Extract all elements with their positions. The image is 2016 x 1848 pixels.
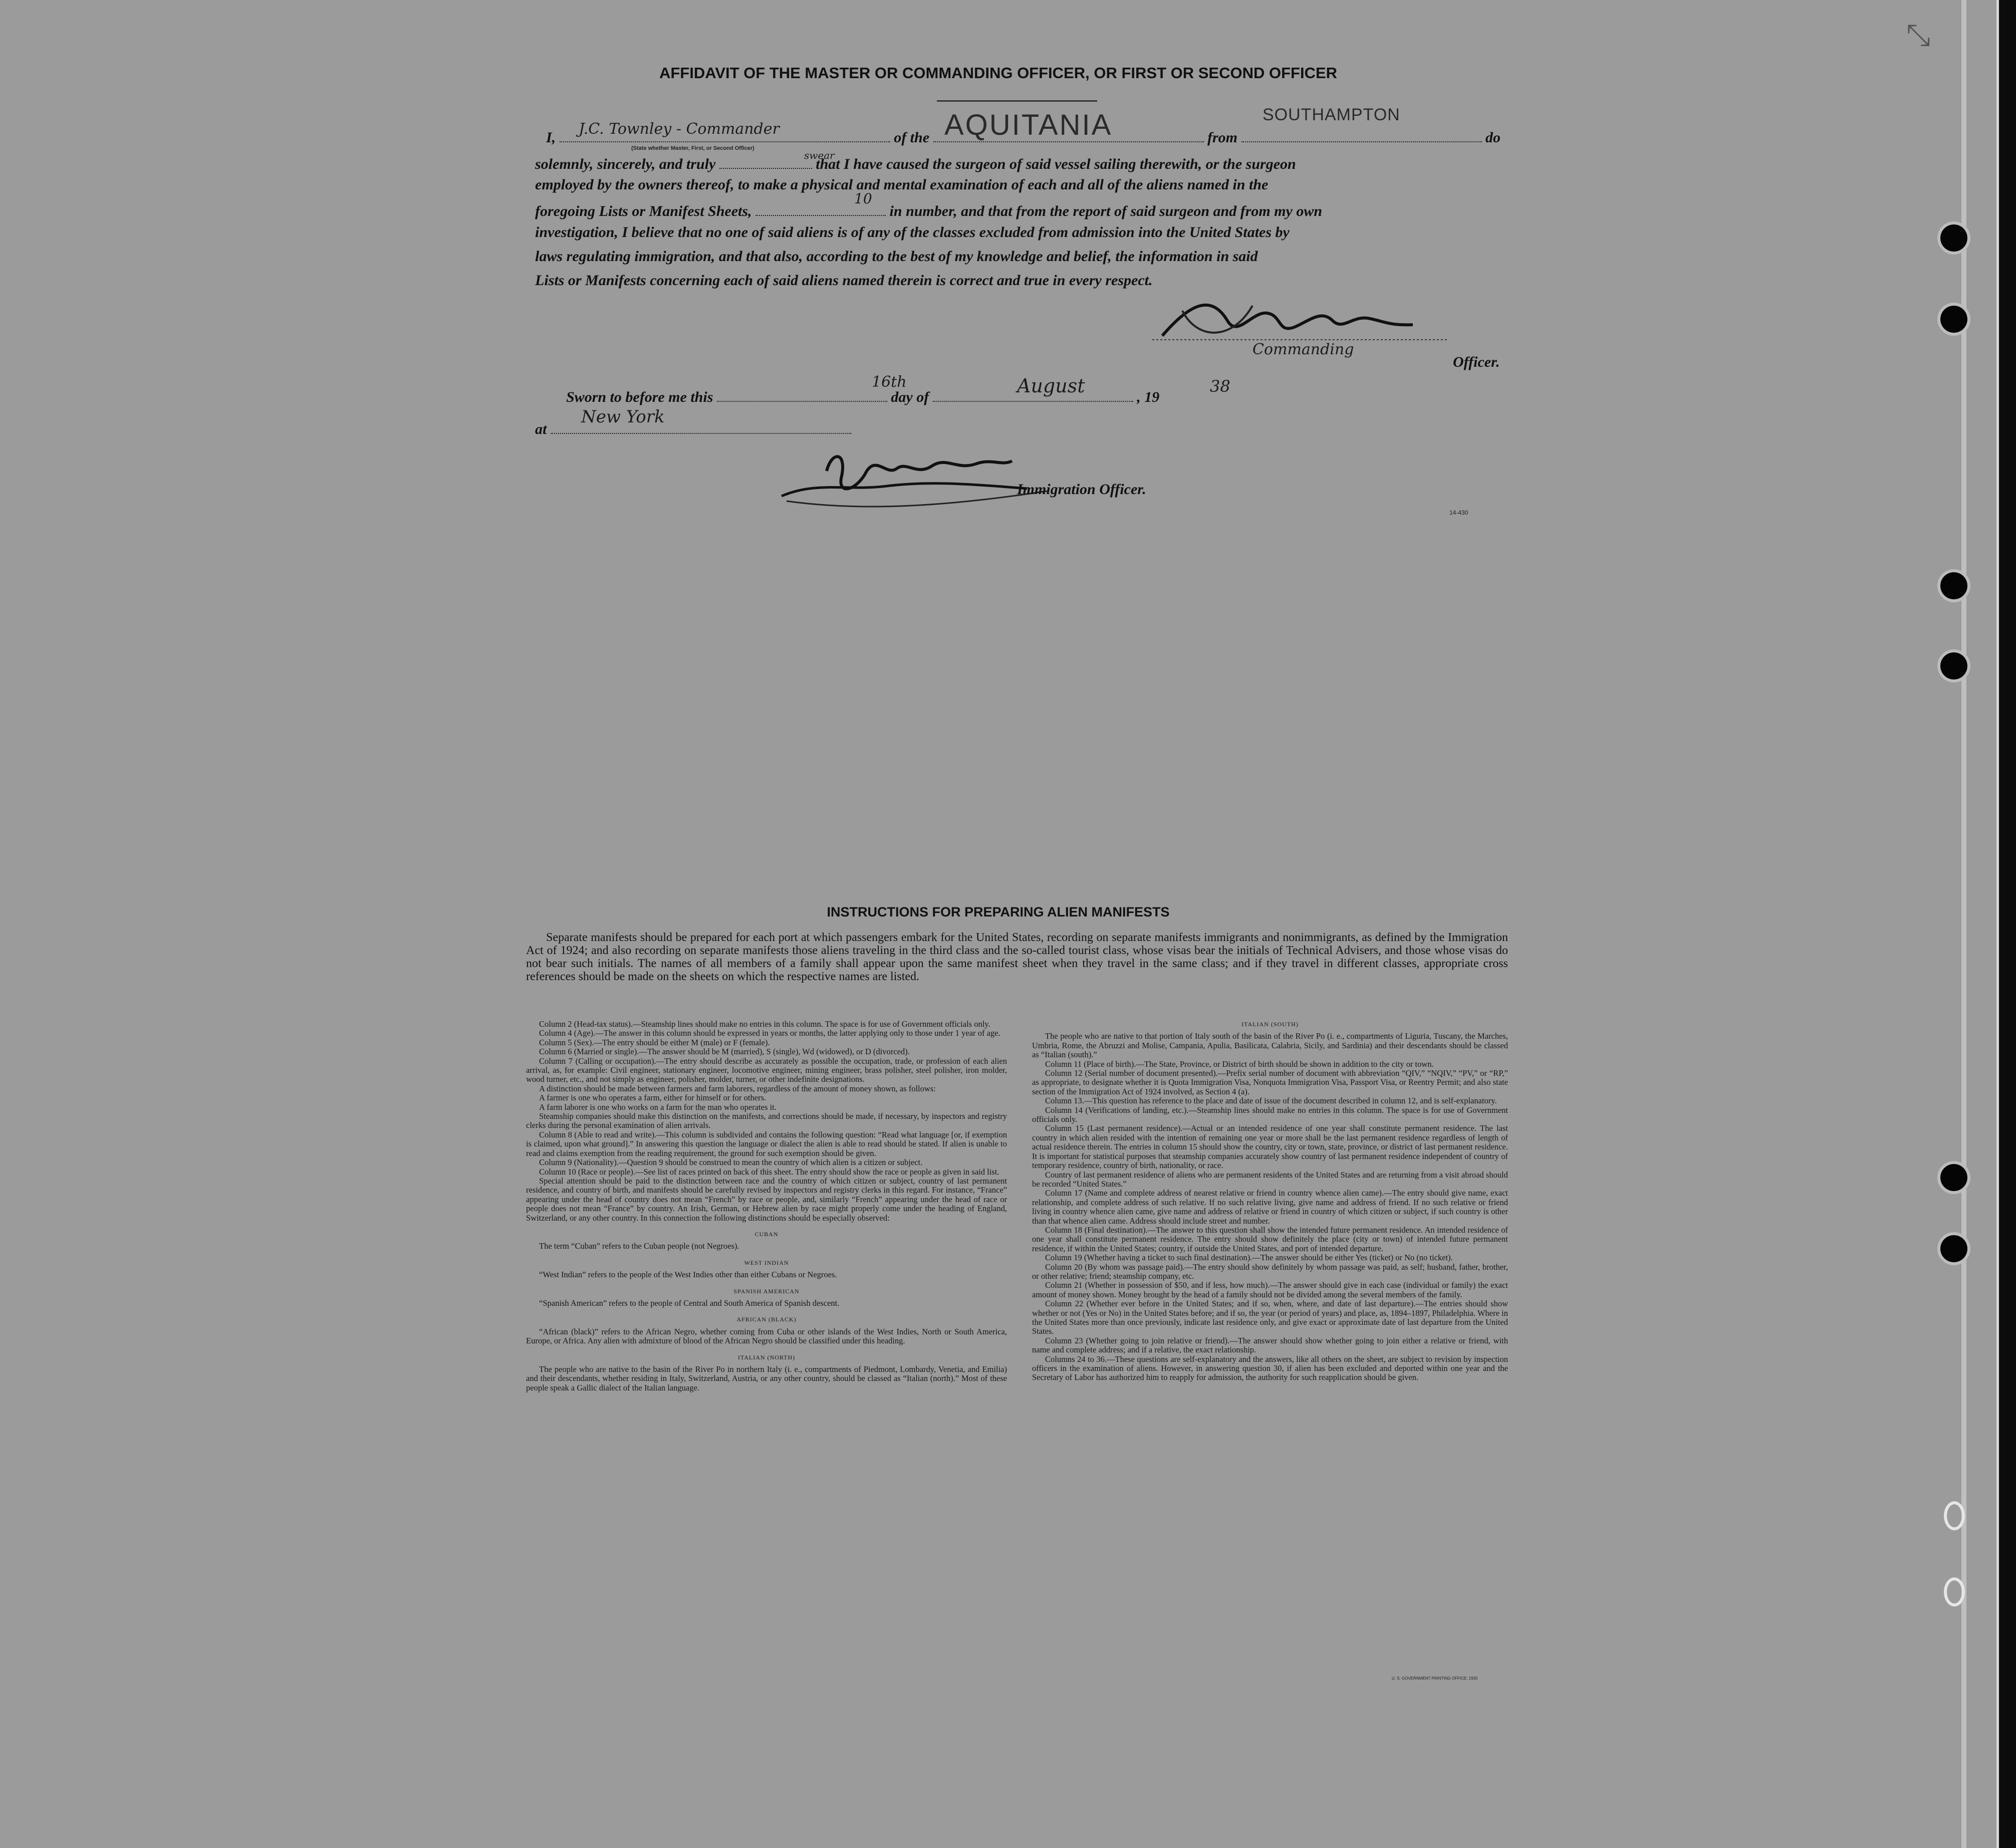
sworn-day-handwritten: 16th — [872, 373, 907, 391]
label-from: from — [1207, 129, 1238, 146]
instruction-paragraph: Column 14 (Verifications of landing, etc.).—Steamship lines should make no entries in this column. The space is for use of Government officials only. — [1032, 1105, 1508, 1124]
instruction-paragraph: Column 12 (Serial number of document presented).—Prefix serial number of document with abbreviation “QIV,” “NQIV,” “PV,” or “RP,” as appropriate, to designate whether it is Quota Immigration Visa, Nonquota Immigration Visa, Passport Visa, or Reentry Permit; and also state section of the Immigration Act of 1924 involved, as Section 4 (a). — [1032, 1068, 1508, 1096]
instruction-paragraph: Column 18 (Final destination).—The answer to this question shall show the intended future permanent residence. An intended residence of one year shall constitute permanent residence. The entry should show definitely the place (city or town) of intended future permanent residence, if within the United States; country, if outside the United States, and port of intended departure. — [1032, 1225, 1508, 1253]
instruction-paragraph: Special attention should be paid to the distinction between race and the country of which citizen or subject, country of last permanent residence, and country of birth, and manifests should be carefully revised by inspectors and registry clerks in this regard. For instance, “France” appearing under the head of country does not mean “French” by race or people, and, similarly “French” appearing under the head of race or people does not mean “France” by country. An Irish, German, or Hebrew alien by race might properly come under the heading of England, Switzerland, or any other country. In this connection the following distinctions should be especially observed: — [526, 1176, 1007, 1223]
sworn-year-handwritten: 38 — [1210, 377, 1230, 396]
line2-start: solemnly, sincerely, and truly — [535, 156, 716, 172]
gpo-imprint: U. S. GOVERNMENT PRINTING OFFICE: 1935 — [1392, 1676, 1478, 1681]
binder-hole — [1940, 1164, 1967, 1191]
instruction-paragraph: Column 10 (Race or people).—See list of races printed on back of this sheet. The entry should show the race or people as given in said list. — [539, 1167, 999, 1177]
sworn-start: Sworn to before me this — [566, 389, 713, 405]
instructions-left-column — [526, 1020, 1007, 1393]
label-i: I, — [546, 129, 556, 146]
instruction-paragraph: “West Indian” refers to the people of the West Indies other than either Cubans or Negroes. — [539, 1270, 837, 1280]
instruction-paragraph: Column 15 (Last permanent residence).—Actual or an intended residence of one year shall constitute permanent residence. The last country in which alien resided with the intention of remaining one year or more shall be the last permanent residence regardless of length of actual residence therein. The entries in column 15 should show the country, city or town, state, province, or district of last permanent residence. It is important for statistical purposes that steamship companies accurately show country of last permanent residence independent of country of temporary residence, country of birth, nationality, or race. — [1032, 1123, 1508, 1171]
instruction-paragraph: Column 21 (Whether in possession of $50, and if less, how much).—The answer should give in each case (individual or family) the exact amount of money shown. Money brought by the head of a family should not be divided among the several members of the family. — [1032, 1280, 1508, 1299]
officer-name-handwritten: J.C. Townley - Commander — [579, 120, 780, 138]
label-do: do — [1485, 129, 1501, 146]
instruction-paragraph: The people who are native to the basin of the River Po in northern Italy (i. e., compartments of Piedmont, Lombardy, Venetia, and Emilia) and their descendants, whether residing in Italy, Switzerland, Austria, or any other country, should be classed as “Italian (north).” Most of these people speak a Gallic dialect of the Italian language. — [526, 1364, 1007, 1393]
binder-hole — [1940, 224, 1967, 252]
line4-start: foregoing Lists or Manifest Sheets, — [535, 203, 752, 219]
instruction-paragraph: Column 5 (Sex).—The entry should be either M (male) or F (female). — [539, 1037, 770, 1047]
instruction-paragraph: Column 7 (Calling or occupation).—The entry should describe as accurately as possible the occupation, trade, or profession of each alien arrival, as, for example: Civil engineer, stationary engineer, locomotive engineer, mining engineer, brass polisher, steel polisher, iron molder, wood turner, etc., and not simply as engineer, polisher, molder, turner, or other indefinite designations. — [526, 1056, 1007, 1084]
page-edge — [1961, 0, 1966, 1848]
affidavit-title: AFFIDAVIT OF THE MASTER OR COMMANDING OFFICER, OR FIRST OR SECOND OFFICER — [659, 64, 1338, 82]
vessel-stamp: AQUITANIA — [944, 109, 1113, 141]
affidavit-line-7: Lists or Manifests concerning each of said aliens named therein is correct and true in every respect. — [535, 272, 1153, 289]
binder-hole — [1944, 1577, 1965, 1606]
instruction-paragraph: A farmer is one who operates a farm, either for himself or for others. — [539, 1093, 767, 1103]
instruction-paragraph: “African (black)” refers to the African Negro, whether coming from Cuba or other islands of the West Indies, North or South America, Europe, or Africa. Any alien with admixture of blood of the African Negro should be classified under this heading. — [526, 1326, 1007, 1346]
instruction-paragraph: Column 4 (Age).—The answer in this column should be expressed in years or months, the latter applying only to those under 1 year of age. — [539, 1028, 1000, 1038]
instruction-paragraph: Column 20 (By whom was passage paid).—The entry should show definitely by whom passage was paid, as self; husband, father, brother, or other relative; friend; steamship company, etc. — [1032, 1262, 1508, 1281]
day-blank — [717, 386, 887, 402]
instruction-paragraph: The people who are native to that portion of Italy south of the basin of the River Po (i. e., compartments of Liguria, Tuscany, the Marches, Umbria, Rome, the Abruzzi and Molise, Campania, Apulia, Basilicata, Calabria, Sicily, and Sardinia) and their descendants should be classed as “Italian (south).” — [1032, 1031, 1508, 1060]
sworn-month-handwritten: August — [1017, 375, 1085, 397]
instruction-paragraph: Column 22 (Whether ever before in the United States; and if so, when, where, and date of last departure).—The entries should show whether or not (Yes or No) in the United States before; and if so, the year (or period of years) and place, as, 1894–1897, Philadelphia. Where in the United States more than once previously, indicate last residence only, and give exact or approximate date of last departure from the United States. — [1032, 1299, 1508, 1336]
instruction-paragraph: A distinction should be made between farmers and farm laborers, regardless of the amount of money shown, as follows: — [539, 1083, 936, 1093]
label-of-the: of the — [894, 129, 930, 146]
officer-label: Officer. — [1453, 354, 1500, 370]
instruction-paragraph: Steamship companies should make this distinction on the manifests, and corrections should be made, if necessary, by inspectors and registry clerks during the personal examination of alien arrivals. — [526, 1111, 1007, 1130]
year-prefix: , 19 — [1137, 389, 1160, 405]
instruction-paragraph: “Spanish American” refers to the people of Central and South America of Spanish descent. — [539, 1298, 840, 1308]
line4-end: in number, and that from the report of said surgeon and from my own — [889, 203, 1323, 219]
heading-italian-north: ITALIAN (NORTH) — [737, 1353, 796, 1361]
at-label: at — [535, 421, 547, 437]
binder-hole — [1940, 1235, 1967, 1262]
instruction-paragraph: Column 6 (Married or single).—The answer should be M (married), S (single), Wd (widowed), or D (divorced). — [539, 1047, 910, 1057]
instruction-paragraph: Column 13.—This question has reference to the place and date of issue of the document described in column 12, and is self-explanatory. — [1045, 1096, 1497, 1106]
affidavit-line-4 — [535, 200, 1322, 220]
line2-end: that I have caused the surgeon of said vessel sailing therewith, or the surgeon — [816, 156, 1296, 172]
sheets-count-handwritten: 10 — [854, 190, 872, 207]
instruction-paragraph: Column 19 (Whether having a ticket to such final destination).—The answer should be either Yes (ticket) or No (no ticket). — [1045, 1253, 1453, 1263]
heading-italian-south: ITALIAN (SOUTH) — [1241, 1021, 1299, 1028]
instruction-paragraph: Country of last permanent residence of aliens who are permanent residents of the United States and are returning from a visit abroad should be recorded “United States.” — [1032, 1170, 1508, 1189]
vessel-underline — [937, 100, 1097, 102]
instruction-paragraph: Column 11 (Place of birth).—The State, Province, or District of birth should be shown in addition to the city or town. — [1045, 1059, 1434, 1069]
instruction-paragraph: Columns 24 to 36.—These questions are self-explanatory and the answers, like all others on the sheet, are subject to revision by inspection officers in the examination of aliens. However, in answering question 30, if alien has been excluded and deported within one year and the Secretary of Labor has authorized him to reapply for admission, the authority for such reapplication should be given. — [1032, 1354, 1508, 1382]
affidavit-line-5: investigation, I believe that no one of said aliens is of any of the classes excluded from admission into the United States by — [535, 224, 1290, 241]
instruction-paragraph: Column 9 (Nationality).—Question 9 should be construed to mean the country of which alien is a citizen or subject. — [539, 1158, 923, 1168]
instruction-paragraph: Column 8 (Able to read and write).—This column is subdivided and contains the following question: “Read what language [or, if exemption is claimed, upon what ground].” In answering this question the language or dialect the alien is able to read should be stated. If alien is unable to read and claims exemption from the reading requirement, the ground for such exemption should be given. — [526, 1129, 1007, 1158]
heading-west-indian: WEST INDIAN — [744, 1259, 789, 1266]
instruction-paragraph: A farm laborer is one who works on a farm for the man who operates it. — [539, 1102, 777, 1112]
binder-hole — [1940, 652, 1967, 679]
port-blank — [1241, 126, 1482, 142]
corner-mark: ⤡ — [1906, 18, 1930, 53]
instruction-paragraph: Column 2 (Head-tax status).—Steamship lines should make no entries in this column. The space is for use of Government officials only. — [539, 1019, 990, 1029]
instructions-right-column — [1032, 1020, 1508, 1382]
affidavit-line-3: employed by the owners thereof, to make a physical and mental examination of each and all of the aliens named in the — [535, 176, 1269, 193]
form-number: 14-430 — [1449, 509, 1468, 516]
binder-hole — [1944, 1501, 1965, 1530]
heading-african: AFRICAN (BLACK) — [736, 1316, 797, 1323]
instruction-paragraph: Column 17 (Name and complete address of nearest relative or friend in country whence alien came).—The entry should give name, exact relationship, and complete address of such relative. If no such relative living, give name and address of friend. If no such relative or friend living in country whence alien came, give name and address of relative or friend in country of which citizen or subject, if such country is other than that whence alien came. Address should include street and number. — [1032, 1188, 1508, 1226]
oath-blank — [719, 153, 812, 169]
heading-spanish-american: SPANISH AMERICAN — [733, 1287, 800, 1295]
officer-note: (State whether Master, First, or Second Officer) — [631, 145, 754, 151]
immigration-officer-label: Immigration Officer. — [1017, 481, 1146, 498]
sworn-day-of: day of — [891, 389, 929, 405]
immigration-officer-signature — [767, 441, 1067, 516]
binder-hole — [1940, 572, 1967, 599]
instruction-paragraph: The term “Cuban” refers to the Cuban people (not Negroes). — [539, 1241, 739, 1251]
place-handwritten: New York — [581, 407, 665, 427]
instruction-paragraph: Column 23 (Whether going to join relative or friend).—The answer should show whether going to join either a relative or friend, with name and complete address; and if a relative, the exact relationship. — [1032, 1335, 1508, 1355]
heading-cuban: CUBAN — [754, 1230, 779, 1238]
oath-handwritten: swear — [804, 149, 835, 161]
instructions-intro: Separate manifests should be prepared for each port at which passengers embark for the United States, recording on separate manifests immigrants and nonimmigrants, as defined by the Immigration Act of 1924; and also recording on separate manifests those aliens traveling in the third class and the so-called tourist class, whose visas bear the initials of Technical Advisers, and those whose visas do not bear such initials. The names of all members of a family shall appear upon the same manifest sheet when they travel in the same class; and if they travel in different classes, appropriate cross references should be made on the sheets on which the respective names are listed. — [526, 931, 1508, 983]
port-stamp: SOUTHAMPTON — [1263, 105, 1400, 124]
affidavit-line-2 — [535, 153, 1296, 173]
role-handwritten: Commanding — [1252, 341, 1354, 358]
binder-hole — [1940, 306, 1967, 333]
affidavit-line-6: laws regulating immigration, and that also, according to the best of my knowledge and belief, the information in said — [535, 248, 1258, 265]
instructions-title: INSTRUCTIONS FOR PREPARING ALIEN MANIFESTS — [827, 904, 1170, 919]
